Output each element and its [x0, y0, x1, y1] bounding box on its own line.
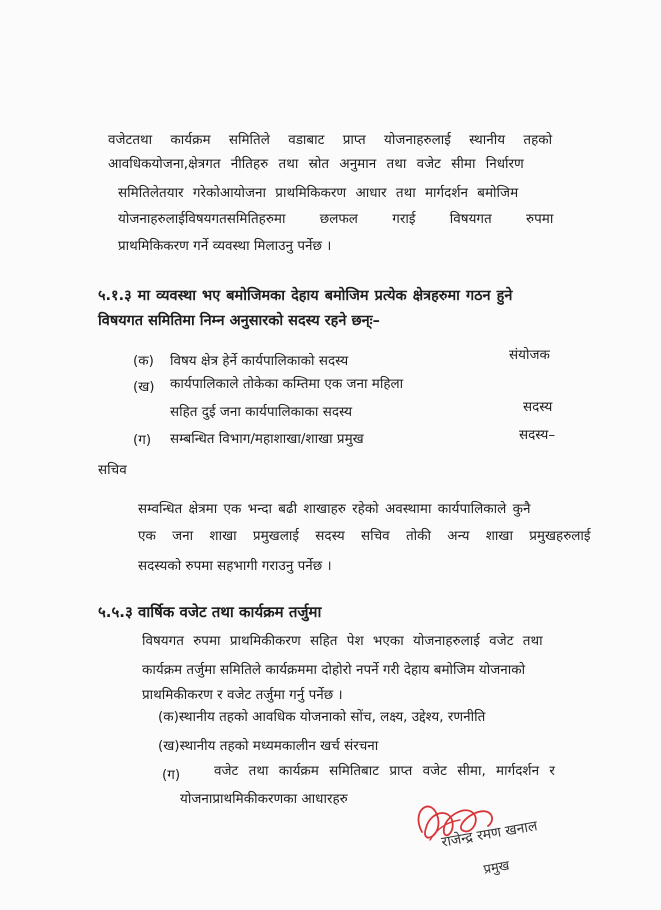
section-553-para-line-1: विषयगत रुपमा प्राथमिकीकरण सहित पेश भएका योजनाहरुलाई वजेट तथा [142, 633, 543, 649]
section-553-item-ga-marker: (ग) [162, 767, 181, 783]
signatory-name: राजेन्द्र रमण खनाल [440, 818, 539, 851]
para1-line-1-text: वजेटतथा कार्यक्रम समितिले वडाबाट प्राप्त योजनाहरुलाई स्थानीय तहको [108, 132, 553, 148]
section-553-item-kha: (ख)स्थानीय तहको मध्यमकालीन खर्च संरचना [158, 738, 379, 754]
item-ka-role: संयोजक [509, 347, 550, 363]
para1-line-4: योजनाहरुलाईविषयगतसमितिहरुमा छलफल गराई विषयगत रुपमा [118, 211, 554, 227]
item-ka-marker: (क) [133, 353, 154, 369]
item-kha-role: सदस्य [523, 399, 553, 415]
section-553-para-line-2: कार्यक्रम तर्जुमा समितिले कार्यक्रममा दोहोरो नपर्ने गरी देहाय बमोजिम योजनाको [142, 662, 526, 678]
section-513-heading-line-1: ५.१.३ मा व्यवस्था भए बमोजिमका देहाय बमोजिम प्रत्येक क्षेत्रहरुमा गठन हुने [98, 288, 513, 304]
para1-line-2: आवधिकयोजना,क्षेत्रगत नीतिहरु तथा स्रोत अनुमान तथा वजेट सीमा निर्धारण [108, 156, 524, 172]
item-kha-marker: (ख) [133, 379, 155, 395]
section-513-para-line-1: सम्वन्धित क्षेत्रमा एक भन्दा बढी शाखाहरु रहेको अवस्थामा कार्यपालिकाले कुनै [138, 501, 531, 517]
para1-line-1 [108, 131, 588, 149]
item-ka-text: विषय क्षेत्र हेर्ने कार्यपालिकाको सदस्य [170, 353, 349, 369]
para1-line-5: प्राथमिकिकरण गर्ने व्यवस्था मिलाउनु पर्नेछ । [118, 238, 332, 254]
role-continuation: सचिव [98, 462, 127, 478]
section-513-para-line-2 [138, 527, 596, 545]
section-513-para-line-3: सदस्यको रुपमा सहभागी गराउनु पर्नेछ । [138, 558, 332, 574]
item-ga-text: सम्बन्धित विभाग/महाशाखा/शाखा प्रमुख [170, 431, 364, 447]
section-553-heading: ५.५.३ वार्षिक वजेट तथा कार्यक्रम तर्जुमा [98, 603, 322, 621]
item-kha-text-2: सहित दुई जना कार्यपालिकाका सदस्य [170, 404, 353, 420]
section-553-para-line-3: प्राथमिकीकरण र वजेट तर्जुमा गर्नु पर्नेछ । [142, 687, 343, 703]
para1-line-3: समितिलेतयार गरेकोआयोजना प्राथमिकिकरण आधार तथा मार्गदर्शन बमोजिम [118, 185, 519, 201]
section-513-para-line-2-text: एक जना शाखा प्रमुखलाई सदस्य सचिव तोकी अन्य शाखा प्रमुखहरुलाई [138, 528, 591, 544]
signatory-title: प्रमुख [482, 858, 511, 878]
section-553-item-ga-line-2: योजनाप्राथमिकीकरणका आधारहरु [180, 791, 348, 807]
signature-scribble [400, 790, 590, 900]
section-553-item-ga-line-1: वजेट तथा कार्यक्रम समितिबाट प्राप्त वजेट सीमा, मार्गदर्शन र [214, 763, 555, 779]
item-ga-role: सदस्य– [519, 427, 556, 443]
section-513-heading-line-2: विषयगत समितिमा निम्न अनुसारको सदस्य रहने छन्ः– [98, 313, 380, 329]
item-ga-marker: (ग) [133, 432, 152, 448]
item-kha-text: कार्यपालिकाले तोकेका कम्तिमा एक जना महिला [170, 376, 404, 392]
section-553-item-ka: (क)स्थानीय तहको आवधिक योजनाको सोंच, लक्ष्य, उद्देश्य, रणनीति [158, 709, 486, 725]
